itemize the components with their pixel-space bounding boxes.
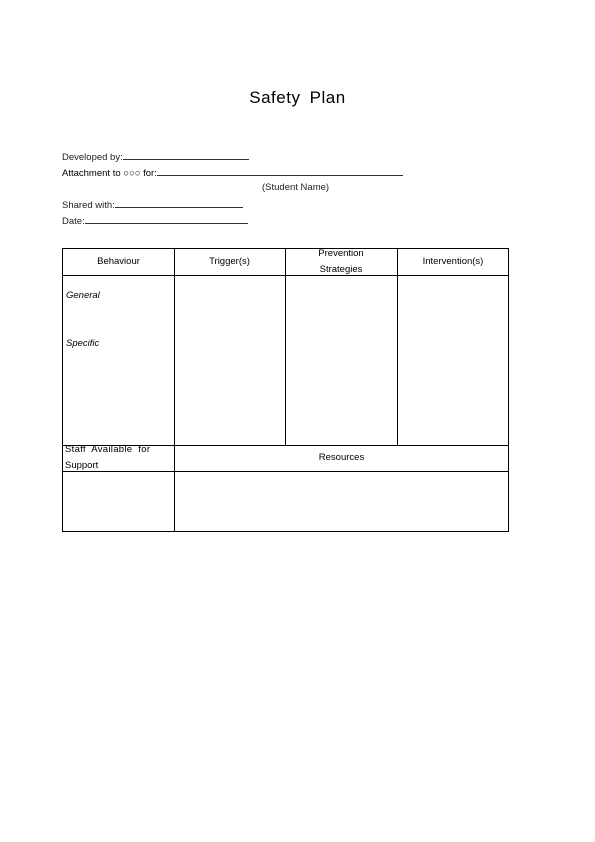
- resources-header: Resources: [318, 452, 365, 463]
- header-interventions: Intervention(s): [422, 256, 484, 267]
- shared-with-label: Shared with:: [62, 200, 115, 211]
- attachment-label: Attachment to ○○○ for:: [62, 168, 157, 179]
- resources-cell[interactable]: [175, 472, 508, 530]
- date-label: Date:: [62, 216, 85, 227]
- staff-available-line2: Support: [65, 460, 99, 471]
- attachment-blank[interactable]: [157, 166, 403, 176]
- behaviour-specific: Specific: [66, 338, 100, 349]
- attachment-field[interactable]: [62, 166, 403, 179]
- student-name-caption: (Student Name): [262, 182, 330, 193]
- prevention-cell[interactable]: [286, 276, 397, 445]
- date-blank[interactable]: [85, 214, 248, 224]
- behaviour-general: General: [66, 290, 100, 301]
- interventions-cell[interactable]: [398, 276, 508, 445]
- developed-by-field[interactable]: [62, 150, 249, 163]
- header-triggers: Trigger(s): [209, 256, 250, 267]
- staff-cell[interactable]: [64, 472, 174, 530]
- staff-available-line1: Staff Available for: [65, 444, 151, 455]
- developed-by-blank[interactable]: [123, 150, 249, 160]
- header-prevention-line2: Strategies: [319, 264, 363, 275]
- header-prevention-line1: Prevention: [318, 248, 364, 259]
- page-title: Safety Plan: [249, 88, 346, 107]
- shared-with-blank[interactable]: [115, 198, 243, 208]
- triggers-cell[interactable]: [175, 276, 285, 445]
- header-behaviour: Behaviour: [97, 256, 140, 267]
- date-field[interactable]: [62, 214, 248, 227]
- shared-with-field[interactable]: [62, 198, 243, 211]
- safety-plan-table: [62, 248, 509, 532]
- developed-by-label: Developed by:: [62, 152, 123, 163]
